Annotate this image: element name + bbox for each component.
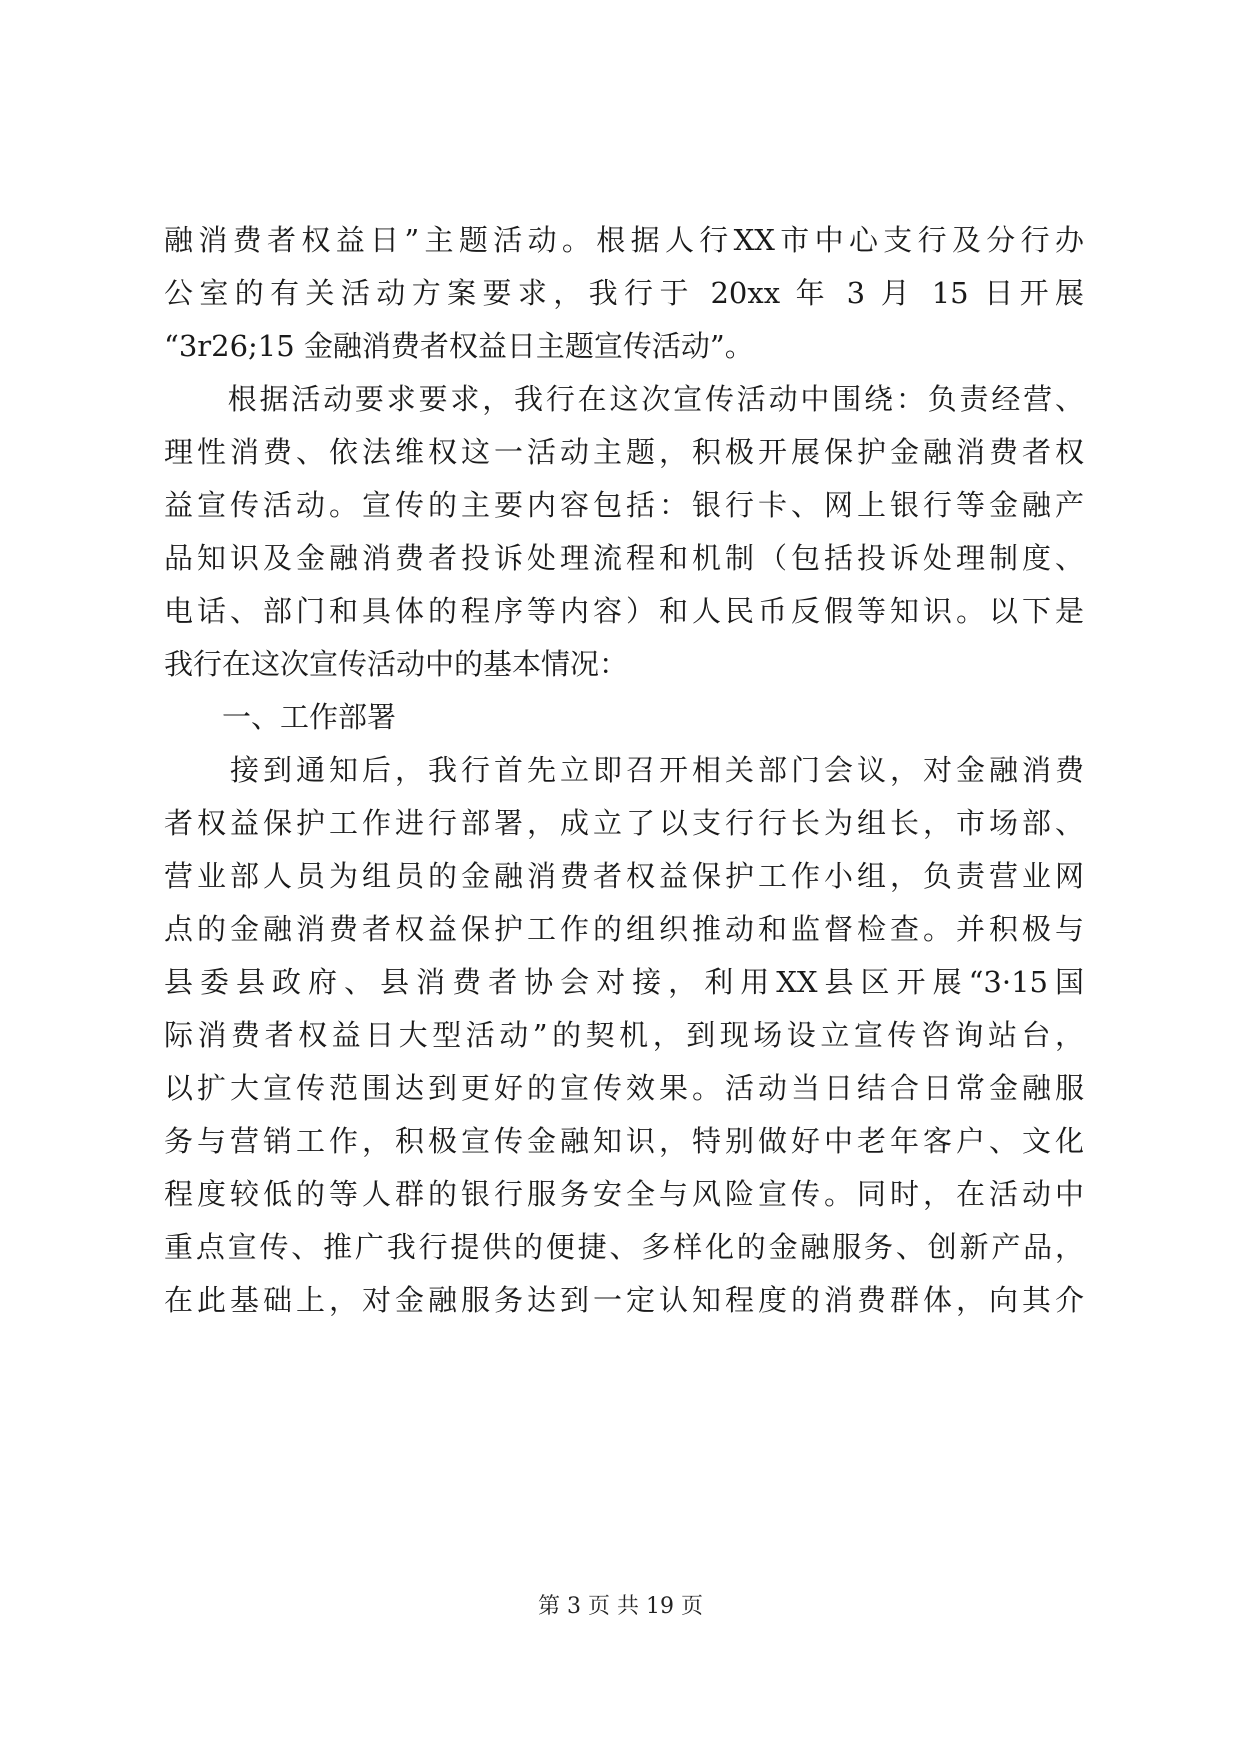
text-line: 际消费者权益日大型活动”的契机，到现场设立宣传咨询站台， bbox=[164, 1018, 1084, 1052]
text-line: 品知识及金融消费者投诉处理流程和机制（包括投诉处理制度、 bbox=[164, 541, 1084, 575]
text-line: 接到通知后，我行首先立即召开相关部门会议，对金融消费 bbox=[164, 753, 1084, 787]
text-line: “3r26;15 金融消费者权益日主题宣传活动”。 bbox=[164, 329, 754, 363]
text-line: 县委县政府、县消费者协会对接，利用XX县区开展“3·15国 bbox=[164, 965, 1084, 999]
text-line: 公室的有关活动方案要求，我行于 20xx 年 3 月 15 日开展 bbox=[164, 276, 1084, 310]
page-number-footer: 第 3 页 共 19 页 bbox=[538, 1594, 703, 1619]
text-line: 程度较低的等人群的银行服务安全与风险宣传。同时，在活动中 bbox=[164, 1177, 1084, 1211]
text-line: 理性消费、依法维权这一活动主题，积极开展保护金融消费者权 bbox=[164, 435, 1084, 469]
text-line: 我行在这次宣传活动中的基本情况： bbox=[164, 647, 629, 681]
text-line: 益宣传活动。宣传的主要内容包括：银行卡、网上银行等金融产 bbox=[164, 488, 1084, 522]
section-heading: 一、工作部署 bbox=[164, 700, 397, 734]
text-line: 务与营销工作，积极宣传金融知识，特别做好中老年客户、文化 bbox=[164, 1124, 1084, 1158]
text-line: 电话、部门和具体的程序等内容）和人民币反假等知识。以下是 bbox=[164, 594, 1084, 628]
text-line: 重点宣传、推广我行提供的便捷、多样化的金融服务、创新产品， bbox=[164, 1230, 1084, 1264]
text-line: 融消费者权益日”主题活动。根据人行XX市中心支行及分行办 bbox=[164, 223, 1084, 257]
text-line: 以扩大宣传范围达到更好的宣传效果。活动当日结合日常金融服 bbox=[164, 1071, 1084, 1105]
text-line: 营业部人员为组员的金融消费者权益保护工作小组，负责营业网 bbox=[164, 859, 1084, 893]
text-line: 在此基础上，对金融服务达到一定认知程度的消费群体，向其介 bbox=[164, 1283, 1084, 1317]
text-line: 根据活动要求要求，我行在这次宣传活动中围绕：负责经营、 bbox=[164, 382, 1084, 416]
text-line: 者权益保护工作进行部署，成立了以支行行长为组长，市场部、 bbox=[164, 806, 1084, 840]
text-line: 点的金融消费者权益保护工作的组织推动和监督检查。并积极与 bbox=[164, 912, 1084, 946]
